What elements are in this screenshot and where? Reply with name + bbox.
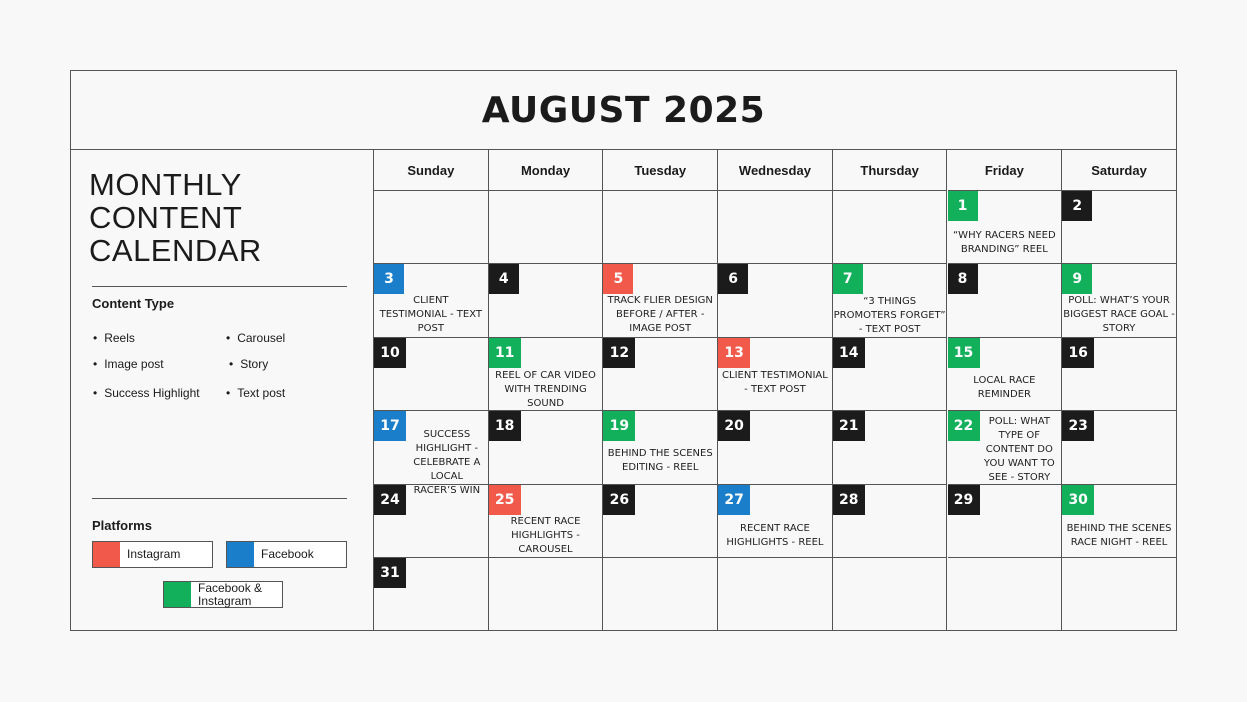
legend-label: Facebook & Instagram: [198, 580, 263, 608]
post-description: BEHIND THE SCENES RACE NIGHT - REEL: [1066, 522, 1172, 548]
content-type-item: • Carousel: [226, 331, 285, 345]
day-cell[interactable]: [833, 558, 948, 631]
day-cell[interactable]: [489, 264, 604, 337]
divider: [92, 286, 347, 287]
weekday-header: Thursday: [833, 150, 948, 191]
day-cell[interactable]: [1062, 485, 1177, 558]
day-cell[interactable]: [489, 558, 604, 631]
day-cell[interactable]: [718, 191, 833, 264]
day-cell[interactable]: [1062, 264, 1177, 337]
day-cell[interactable]: [489, 338, 604, 411]
day-cell[interactable]: [948, 338, 1063, 411]
day-cell[interactable]: [374, 264, 489, 337]
day-cell[interactable]: [833, 411, 948, 484]
day-number: 15: [948, 338, 980, 368]
day-number: 1: [948, 191, 978, 221]
divider: [92, 498, 347, 499]
day-cell[interactable]: [948, 485, 1063, 558]
post-description: POLL: WHAT’S YOUR BIGGEST RACE GOAL - STORY: [1063, 295, 1175, 335]
day-number: 17: [374, 411, 406, 441]
weekday-header: Friday: [948, 150, 1063, 191]
day-number: 23: [1062, 411, 1094, 441]
day-number: 26: [603, 485, 635, 515]
day-number: 4: [489, 264, 519, 294]
post-description: LOCAL RACE REMINDER: [973, 374, 1036, 400]
legend-label: Instagram: [127, 547, 181, 561]
day-number: 8: [948, 264, 978, 294]
instagram-swatch: [93, 542, 120, 567]
day-number: 7: [833, 264, 863, 294]
post-description: SUCCESS HIGHLIGHT - CELEBRATE A LOCAL RACER’S WIN: [413, 429, 481, 497]
day-number: 27: [718, 485, 750, 515]
weekday-header: Sunday: [374, 150, 489, 191]
day-cell[interactable]: [948, 411, 1063, 484]
day-number: 10: [374, 338, 406, 368]
day-number: 3: [374, 264, 404, 294]
calendar-name-line: MONTHLY: [89, 167, 242, 202]
day-number: 9: [1062, 264, 1092, 294]
calendar-grid: [374, 150, 1177, 631]
legend-both: [163, 581, 283, 608]
day-cell[interactable]: [603, 338, 718, 411]
day-cell[interactable]: [833, 191, 948, 264]
calendar-name-line: CONTENT: [89, 200, 243, 235]
day-cell[interactable]: [718, 264, 833, 337]
day-cell[interactable]: [374, 338, 489, 411]
day-cell[interactable]: [948, 264, 1063, 337]
content-type-item: • Success Highlight: [93, 386, 200, 400]
day-cell[interactable]: [948, 558, 1063, 631]
legend-instagram: [92, 541, 213, 568]
day-cell[interactable]: [948, 191, 1063, 264]
calendar-name-line: CALENDAR: [89, 233, 262, 268]
content-type-item: • Story: [229, 357, 268, 371]
day-cell[interactable]: [603, 558, 718, 631]
day-number: 2: [1062, 191, 1092, 221]
weekday-header: Saturday: [1062, 150, 1177, 191]
post-description: POLL: WHAT TYPE OF CONTENT DO YOU WANT TO SEE - STORY: [983, 416, 1055, 484]
calendar-frame: [70, 70, 1177, 631]
month-title: AUGUST 2025: [481, 89, 766, 131]
calendar-header: [71, 71, 1176, 150]
day-number: 11: [489, 338, 521, 368]
day-cell[interactable]: [489, 485, 604, 558]
post-description: TRACK FLIER DESIGN BEFORE / AFTER - IMAGE POST: [607, 295, 713, 335]
day-number: 31: [374, 558, 406, 588]
calendar-name: [89, 168, 262, 267]
post-description: CLIENT TESTIMONIAL - TEXT POST: [379, 295, 483, 335]
post-description: BEHIND THE SCENES EDITING - REEL: [607, 448, 713, 474]
day-number: 30: [1062, 485, 1094, 515]
day-number: 28: [833, 485, 865, 515]
day-cell[interactable]: [374, 191, 489, 264]
content-type-item: • Reels: [93, 331, 135, 345]
day-cell[interactable]: [718, 485, 833, 558]
legend-label: Facebook: [261, 547, 314, 561]
day-cell[interactable]: [374, 485, 489, 558]
day-cell[interactable]: [1062, 191, 1177, 264]
left-panel: [71, 150, 374, 631]
day-cell[interactable]: [1062, 558, 1177, 631]
day-cell[interactable]: [718, 411, 833, 484]
day-number: 12: [603, 338, 635, 368]
post-description: “WHY RACERS NEED BRANDING” REEL: [953, 230, 1056, 255]
post-description: CLIENT TESTIMONIAL - TEXT POST: [722, 369, 828, 395]
day-number: 20: [718, 411, 750, 441]
day-cell[interactable]: [603, 264, 718, 337]
day-cell[interactable]: [833, 338, 948, 411]
day-number: 25: [489, 485, 521, 515]
day-number: 5: [603, 264, 633, 294]
weekday-header: Wednesday: [718, 150, 833, 191]
day-cell[interactable]: [489, 411, 604, 484]
day-number: 6: [718, 264, 748, 294]
day-cell[interactable]: [1062, 411, 1177, 484]
facebook-swatch: [227, 542, 254, 567]
day-number: 22: [948, 411, 980, 441]
day-number: 21: [833, 411, 865, 441]
day-cell[interactable]: [374, 411, 489, 497]
day-number: 18: [489, 411, 521, 441]
day-cell[interactable]: [603, 485, 718, 558]
content-type-item: • Text post: [226, 386, 285, 400]
day-cell[interactable]: [833, 485, 948, 558]
day-cell[interactable]: [603, 411, 718, 484]
day-number: 24: [374, 485, 406, 515]
content-type-item: • Image post: [93, 357, 164, 371]
both-swatch: [164, 582, 191, 607]
day-cell[interactable]: [489, 191, 604, 264]
day-cell[interactable]: [718, 558, 833, 631]
legend-facebook: [226, 541, 347, 568]
day-cell[interactable]: [1062, 338, 1177, 411]
day-cell[interactable]: [603, 191, 718, 264]
weekday-header: Tuesday: [603, 150, 718, 191]
day-cell[interactable]: [718, 338, 833, 411]
day-number: 19: [603, 411, 635, 441]
day-number: 14: [833, 338, 865, 368]
post-description: REEL OF CAR VIDEO WITH TRENDING SOUND: [495, 369, 596, 409]
day-number: 13: [718, 338, 750, 368]
post-description: RECENT RACE HIGHLIGHTS - CAROUSEL: [510, 515, 581, 555]
platforms-heading: Platforms: [92, 518, 152, 533]
post-description: “3 THINGS PROMOTERS FORGET” - TEXT POST: [833, 296, 946, 336]
day-cell[interactable]: [374, 558, 489, 631]
content-type-heading: Content Type: [92, 296, 175, 311]
day-cell[interactable]: [833, 264, 948, 337]
day-number: 16: [1062, 338, 1094, 368]
post-description: RECENT RACE HIGHLIGHTS - REEL: [726, 522, 824, 548]
day-number: 29: [948, 485, 980, 515]
weekday-header: Monday: [489, 150, 604, 191]
